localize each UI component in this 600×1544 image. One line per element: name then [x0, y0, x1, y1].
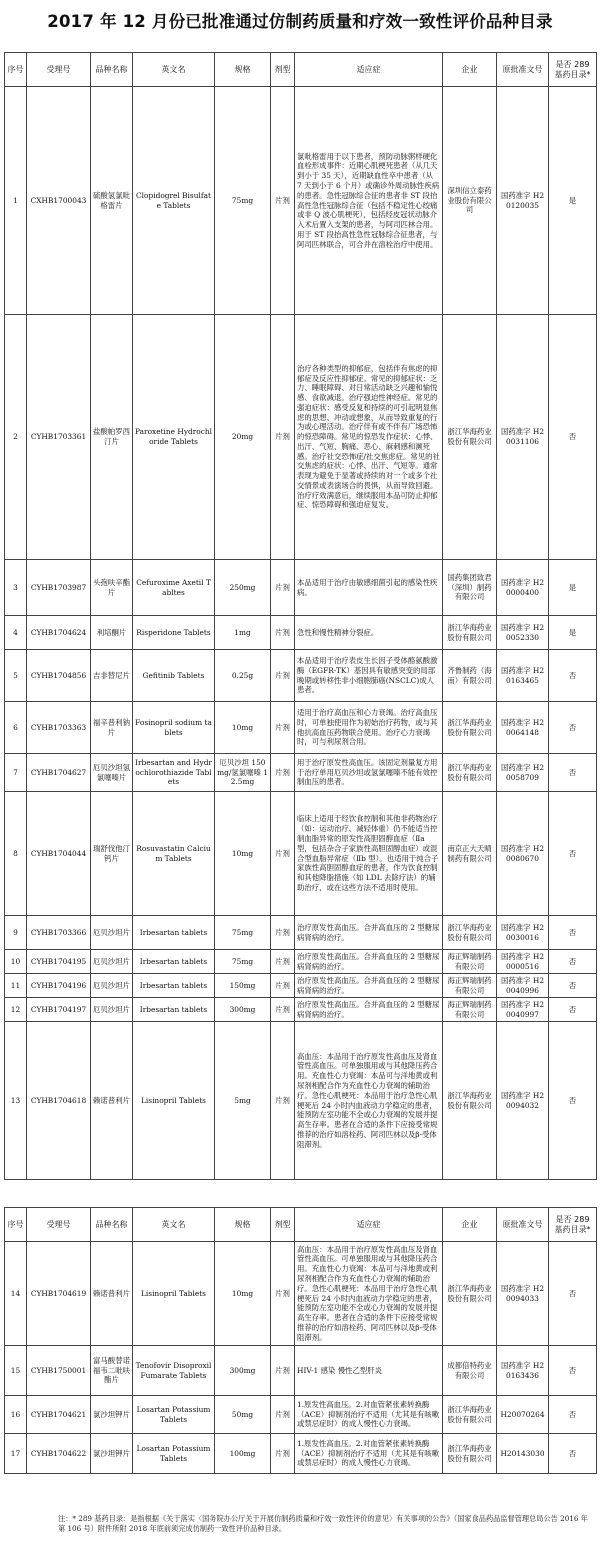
header-cell: 适应症	[295, 1208, 443, 1242]
header-cell: 品种名称	[91, 1208, 133, 1242]
company-cell: 浙江华海药业股份有限公司	[443, 1396, 497, 1434]
row-number-cell: 9	[5, 916, 27, 950]
row-number-cell: 16	[5, 1396, 27, 1434]
row-number-cell: 17	[5, 1434, 27, 1474]
table-row	[5, 1346, 597, 1396]
english-name-cell: Lisinopril Tablets	[133, 1022, 215, 1180]
header-cell: 剂型	[271, 1208, 295, 1242]
english-name-cell: Losartan Potassium Tablets	[133, 1396, 215, 1434]
dosage-form-cell: 片剂	[271, 650, 295, 702]
company-cell: 浙江华海药业股份有限公司	[443, 754, 497, 792]
accept-number-cell: CYHB1703363	[27, 702, 91, 754]
indication-cell: 治疗各种类型的抑郁症，包括伴有焦虑的抑郁症及反应性抑郁症。常见的抑郁症状：乏力、睡眠障碍、对日常活动缺乏兴趣和愉悦感、食欲减退。治疗强迫性神经症。常见的强迫症状：感受反复和持续的可引起明显焦虑的思想、冲动或想象，从而导致重复的行为或心理活动。治疗伴有或不伴有广场恐怖的惊恐障碍。常见的惊恐发作症状：心悸、出汗、气短、胸痛、恶心、麻刺感和濒死感。治疗社交恐怖症/社交焦虑症。常见的社交焦虑的症状：心悸、出汗、气短等。通常表现为避免于显著或持续的对一个或多个社交情景或表演场合的畏惧，从而导致回避。治疗疗效满意后，继续服用本品可防止抑郁症、惊恐障碍和强迫症复发。	[295, 315, 443, 560]
drug-name-cell: 厄贝沙坦片	[91, 974, 133, 998]
base-drug-flag-cell: 否	[549, 998, 597, 1022]
table-row	[5, 754, 597, 792]
row-number-cell: 12	[5, 998, 27, 1022]
dosage-form-cell: 片剂	[271, 792, 295, 916]
row-number-cell: 6	[5, 702, 27, 754]
dosage-form-cell: 片剂	[271, 916, 295, 950]
table-header-row	[5, 1208, 597, 1242]
base-drug-flag-cell: 否	[549, 792, 597, 916]
company-cell: 成都倍特药业有限公司	[443, 1346, 497, 1396]
accept-number-cell: CXHB1700043	[27, 87, 91, 315]
table-row	[5, 792, 597, 916]
indication-cell: 氯吡格雷用于以下患者，预防动脉粥样硬化血栓形成事件：近期心肌梗死患者（从几天到小于 35 天），近期缺血性卒中患者（从 7 天到小于 6 个月）或确诊外周动脉性疾病的患者。急性冠脉综合征的患者非 ST 段抬高性急性冠脉综合征（包括不稳定性心绞痛或非 Q 波心肌梗死），包括经皮冠状动脉介入术后置入支架的患者，与阿司匹林合用。用于 ST 段抬高性急性冠脉综合征患者，与阿司匹林联合，可合并在溶栓治疗中使用。	[295, 87, 443, 315]
english-name-cell: Losartan Potassium Tablets	[133, 1434, 215, 1474]
base-drug-flag-cell: 否	[549, 1242, 597, 1346]
indication-cell: 高血压：本品用于治疗原发性高血压及肾血管性高血压。可单独服用或与其他降压药合用。充血性心力衰竭：本品可与洋地黄或利尿剂相配合作为充血性心力衰竭的辅助治疗。急性心肌梗死：本品用于治疗急性心肌梗死后 24 小时内血液动力学稳定的患者，能预防左室功能不全或心力衰竭的发展并提高生存率。患者在合适的条件下应接受常规推荐的治疗如溶栓药、阿司匹林以及β-受体阻滞剂。	[295, 1242, 443, 1346]
table-row	[5, 315, 597, 560]
accept-number-cell: CYHB1704196	[27, 974, 91, 998]
indication-cell: 高血压：本品用于治疗原发性高血压及肾血管性高血压。可单独服用或与其他降压药合用。充血性心力衰竭：本品可与洋地黄或利尿剂相配合作为充血性心力衰竭的辅助治疗。急性心肌梗死：本品用于治疗急性心肌梗死后 24 小时内血液动力学稳定的患者，能预防左室功能不全或心力衰竭的发展并提高生存率。患者在合适的条件下应接受常规推荐的治疗如溶栓药、阿司匹林以及β-受体阻滞剂。	[295, 1022, 443, 1180]
header-cell: 是否 289 基药目录*	[549, 53, 597, 87]
dosage-form-cell: 片剂	[271, 998, 295, 1022]
base-drug-flag-cell: 否	[549, 315, 597, 560]
approval-number-cell: 国药准字 H20040997	[497, 998, 549, 1022]
english-name-cell: Irbesartan and Hydrochlorothiazide Tablets	[133, 754, 215, 792]
table-row	[5, 974, 597, 998]
base-drug-flag-cell: 否	[549, 950, 597, 974]
approval-number-cell: 国药准字 H20163465	[497, 650, 549, 702]
english-name-cell: Irbesartan tablets	[133, 950, 215, 974]
table-row	[5, 950, 597, 974]
row-number-cell: 15	[5, 1346, 27, 1396]
approval-number-cell: 国药准字 H20163436	[497, 1346, 549, 1396]
base-drug-flag-cell: 否	[549, 754, 597, 792]
approval-number-cell: 国药准字 H20080670	[497, 792, 549, 916]
drug-name-cell: 赖诺普利片	[91, 1022, 133, 1180]
dosage-form-cell: 片剂	[271, 950, 295, 974]
dosage-form-cell: 片剂	[271, 87, 295, 315]
indication-cell: 适用于治疗高血压和心力衰竭。治疗高血压时，可单独使用作为初始治疗药物，或与其他抗高血压药物联合使用。治疗心力衰竭时，可与利尿剂合用。	[295, 702, 443, 754]
dosage-form-cell: 片剂	[271, 616, 295, 650]
table-row	[5, 1434, 597, 1474]
row-number-cell: 4	[5, 616, 27, 650]
approval-number-cell: 国药准字 H20000400	[497, 560, 549, 616]
approval-number-cell: 国药准字 H20030016	[497, 916, 549, 950]
english-name-cell: Lisinopril Tablets	[133, 1242, 215, 1346]
table-row	[5, 1396, 597, 1434]
spec-cell: 10mg	[215, 702, 271, 754]
table-row	[5, 916, 597, 950]
spec-cell: 厄贝沙坦 150mg/氢氯噻嗪 12.5mg	[215, 754, 271, 792]
indication-cell: 治疗原发性高血压。合并高血压的 2 型糖尿病肾病的治疗。	[295, 998, 443, 1022]
table-row	[5, 1022, 597, 1180]
approval-number-cell: 国药准字 H20000516	[497, 950, 549, 974]
spec-cell: 250mg	[215, 560, 271, 616]
dosage-form-cell: 片剂	[271, 754, 295, 792]
spec-cell: 100mg	[215, 1434, 271, 1474]
base-drug-flag-cell: 是	[549, 87, 597, 315]
base-drug-flag-cell: 否	[549, 1022, 597, 1180]
spec-cell: 5mg	[215, 1022, 271, 1180]
approval-number-cell: 国药准字 H20058709	[497, 754, 549, 792]
indication-cell: 本品适用于治疗由敏感细菌引起的感染性疾病。	[295, 560, 443, 616]
row-number-cell: 3	[5, 560, 27, 616]
drug-name-cell: 吉非替尼片	[91, 650, 133, 702]
indication-cell: 1.原发性高血压。2.对血管紧张素转换酶（ACE）抑制剂治疗不适用（尤其是有咳嗽或禁忌症时）的成人慢性心力衰竭。	[295, 1434, 443, 1474]
base-drug-flag-cell: 否	[549, 702, 597, 754]
company-cell: 浙江华海药业股份有限公司	[443, 1434, 497, 1474]
company-cell: 南京正大天晴制药有限公司	[443, 792, 497, 916]
table-row	[5, 560, 597, 616]
spec-cell: 75mg	[215, 87, 271, 315]
footnote: 注：* 289 基药目录：是指根据《关于落实〈国务院办公厅关于开展仿制药质量和疗效一致性评价的意见〉有关事项的公告》（国家食品药品监督管理总局公告 2016 年第 106 号）附件所附 2018 年底前须完成仿制药一致性评价品种目录。	[58, 1514, 588, 1534]
approval-number-cell: 国药准字 H20052330	[497, 616, 549, 650]
accept-number-cell: CYHB1750001	[27, 1346, 91, 1396]
dosage-form-cell: 片剂	[271, 560, 295, 616]
accept-number-cell: CYHB1704622	[27, 1434, 91, 1474]
page-title: 2017 年 12 月份已批准通过仿制药质量和疗效一致性评价品种目录	[47, 12, 553, 31]
header-cell: 序号	[5, 1208, 27, 1242]
english-name-cell: Irbesartan tablets	[133, 998, 215, 1022]
dosage-form-cell: 片剂	[271, 1346, 295, 1396]
header-cell: 剂型	[271, 53, 295, 87]
indication-cell: 1.原发性高血压。2.对血管紧张素转换酶（ACE）抑制剂治疗不适用（尤其是有咳嗽或禁忌症时）的成人慢性心力衰竭。	[295, 1396, 443, 1434]
row-number-cell: 8	[5, 792, 27, 916]
company-cell: 浙江华海药业股份有限公司	[443, 1022, 497, 1180]
company-cell: 深圳信立泰药业股份有限公司	[443, 87, 497, 315]
approval-number-cell: 国药准字 H20040996	[497, 974, 549, 998]
spec-cell: 20mg	[215, 315, 271, 560]
base-drug-flag-cell: 是	[549, 560, 597, 616]
spec-cell: 1mg	[215, 616, 271, 650]
header-cell: 英文名	[133, 53, 215, 87]
header-cell: 是否 289 基药目录*	[549, 1208, 597, 1242]
row-number-cell: 14	[5, 1242, 27, 1346]
base-drug-flag-cell: 否	[549, 1434, 597, 1474]
dosage-form-cell: 片剂	[271, 1022, 295, 1180]
header-cell: 企业	[443, 53, 497, 87]
header-cell: 序号	[5, 53, 27, 87]
spec-cell: 300mg	[215, 1346, 271, 1396]
indication-cell: 治疗原发性高血压。合并高血压的 2 型糖尿病肾病的治疗。	[295, 916, 443, 950]
drug-name-cell: 赖诺普利片	[91, 1242, 133, 1346]
english-name-cell: Paroxetine Hydrochloride Tablets	[133, 315, 215, 560]
english-name-cell: Fosinopril sodium tablets	[133, 702, 215, 754]
base-drug-flag-cell: 否	[549, 650, 597, 702]
spec-cell: 300mg	[215, 998, 271, 1022]
table-row	[5, 616, 597, 650]
drug-name-cell: 头孢呋辛酯片	[91, 560, 133, 616]
drug-name-cell: 富马酸替诺福韦二吡呋酯片	[91, 1346, 133, 1396]
dosage-form-cell: 片剂	[271, 1396, 295, 1434]
header-cell: 适应症	[295, 53, 443, 87]
indication-cell: 本品适用于治疗表皮生长因子受体酪氨酸激酶（EGFR-TK）基因具有敏感突变的局部晚期或转移性非小细胞肺癌(NSCLC)成人患者。	[295, 650, 443, 702]
drug-name-cell: 硫酸氢氯吡格雷片	[91, 87, 133, 315]
company-cell: 浙江华海药业股份有限公司	[443, 1242, 497, 1346]
accept-number-cell: CYHB1704619	[27, 1242, 91, 1346]
base-drug-flag-cell: 否	[549, 1396, 597, 1434]
drug-name-cell: 瑞舒伐他汀钙片	[91, 792, 133, 916]
row-number-cell: 13	[5, 1022, 27, 1180]
header-cell: 企业	[443, 1208, 497, 1242]
english-name-cell: Cefuroxime Axetil Tabltes	[133, 560, 215, 616]
catalog-table	[4, 52, 597, 1180]
accept-number-cell: CYHB1704621	[27, 1396, 91, 1434]
english-name-cell: Clopidogrel Bisulfate Tablets	[133, 87, 215, 315]
english-name-cell: Irbesartan tablets	[133, 916, 215, 950]
drug-name-cell: 盐酸帕罗西汀片	[91, 315, 133, 560]
drug-name-cell: 厄贝沙坦片	[91, 950, 133, 974]
header-cell: 英文名	[133, 1208, 215, 1242]
spec-cell: 10mg	[215, 1242, 271, 1346]
english-name-cell: Rosuvastatin Calcium Tablets	[133, 792, 215, 916]
approval-number-cell: H20143030	[497, 1434, 549, 1474]
drug-name-cell: 厄贝沙坦氢氯噻嗪片	[91, 754, 133, 792]
accept-number-cell: CYHB1703361	[27, 315, 91, 560]
company-cell: 浙江华海药业股份有限公司	[443, 702, 497, 754]
table-row	[5, 1242, 597, 1346]
dosage-form-cell: 片剂	[271, 974, 295, 998]
table-row	[5, 702, 597, 754]
spec-cell: 75mg	[215, 916, 271, 950]
accept-number-cell: CYHB1704856	[27, 650, 91, 702]
table-row	[5, 650, 597, 702]
header-cell: 规格	[215, 53, 271, 87]
company-cell: 海正辉瑞制药有限公司	[443, 950, 497, 974]
base-drug-flag-cell: 是	[549, 616, 597, 650]
spec-cell: 0.25g	[215, 650, 271, 702]
spec-cell: 150mg	[215, 974, 271, 998]
indication-cell: 急性和慢性精神分裂症。	[295, 616, 443, 650]
english-name-cell: Irbesartan tablets	[133, 974, 215, 998]
drug-name-cell: 利培酮片	[91, 616, 133, 650]
table-row	[5, 998, 597, 1022]
row-number-cell: 10	[5, 950, 27, 974]
table-header-row	[5, 53, 597, 87]
company-cell: 海正辉瑞制药有限公司	[443, 998, 497, 1022]
dosage-form-cell: 片剂	[271, 1242, 295, 1346]
row-number-cell: 1	[5, 87, 27, 315]
company-cell: 浙江华海药业股份有限公司	[443, 916, 497, 950]
accept-number-cell: CYHB1703987	[27, 560, 91, 616]
indication-cell: 治疗原发性高血压。合并高血压的 2 型糖尿病肾病的治疗。	[295, 974, 443, 998]
spec-cell: 75mg	[215, 950, 271, 974]
approval-number-cell: H20070264	[497, 1396, 549, 1434]
company-cell: 齐鲁制药（海南）有限公司	[443, 650, 497, 702]
base-drug-flag-cell: 否	[549, 1346, 597, 1396]
base-drug-flag-cell: 否	[549, 974, 597, 998]
approval-number-cell: 国药准字 H20064148	[497, 702, 549, 754]
catalog-table-continued	[4, 1207, 597, 1474]
english-name-cell: Tenofovir Disoproxil Fumarate Tablets	[133, 1346, 215, 1396]
header-cell: 品种名称	[91, 53, 133, 87]
drug-name-cell: 厄贝沙坦片	[91, 998, 133, 1022]
drug-name-cell: 厄贝沙坦片	[91, 916, 133, 950]
drug-name-cell: 福辛普利钠片	[91, 702, 133, 754]
company-cell: 浙江华海药业股份有限公司	[443, 616, 497, 650]
approval-number-cell: 国药准字 H20120035	[497, 87, 549, 315]
table-row	[5, 87, 597, 315]
accept-number-cell: CYHB1704618	[27, 1022, 91, 1180]
accept-number-cell: CYHB1704195	[27, 950, 91, 974]
approval-number-cell: 国药准字 H20094033	[497, 1242, 549, 1346]
accept-number-cell: CYHB1704197	[27, 998, 91, 1022]
company-cell: 国药集团致君（深圳）制药有限公司	[443, 560, 497, 616]
row-number-cell: 11	[5, 974, 27, 998]
header-cell: 受理号	[27, 1208, 91, 1242]
approval-number-cell: 国药准字 H20031106	[497, 315, 549, 560]
row-number-cell: 2	[5, 315, 27, 560]
approval-number-cell: 国药准字 H20094032	[497, 1022, 549, 1180]
english-name-cell: Risperidone Tablets	[133, 616, 215, 650]
spec-cell: 50mg	[215, 1396, 271, 1434]
header-cell: 原批准文号	[497, 53, 549, 87]
accept-number-cell: CYHB1704627	[27, 754, 91, 792]
drug-name-cell: 氯沙坦钾片	[91, 1434, 133, 1474]
row-number-cell: 5	[5, 650, 27, 702]
row-number-cell: 7	[5, 754, 27, 792]
company-cell: 浙江华海药业股份有限公司	[443, 315, 497, 560]
dosage-form-cell: 片剂	[271, 315, 295, 560]
indication-cell: 临床上适用于经饮食控制和其他非药物治疗（如：运动治疗、减轻体重）仍不能适当控制血脂异常的原发性高胆固醇血症（Ⅱa 型，包括杂合子家族性高胆固醇血症）或混合型血脂异常症（Ⅱb 型）。也适用于纯合子家族性高胆固醇血症的患者，作为饮食控制和其他降脂措施（如 LDL 去除疗法）的辅助治疗，或在这些方法不适用时使用。	[295, 792, 443, 916]
company-cell: 海正辉瑞制药有限公司	[443, 974, 497, 998]
dosage-form-cell: 片剂	[271, 702, 295, 754]
header-cell: 规格	[215, 1208, 271, 1242]
base-drug-flag-cell: 否	[549, 916, 597, 950]
indication-cell: 治疗原发性高血压。合并高血压的 2 型糖尿病肾病的治疗。	[295, 950, 443, 974]
drug-name-cell: 氯沙坦钾片	[91, 1396, 133, 1434]
accept-number-cell: CYHB1704624	[27, 616, 91, 650]
indication-cell: HIV-1 感染 慢性乙型肝炎	[295, 1346, 443, 1396]
indication-cell: 用于治疗原发性高血压。该固定剂量复方用于治疗单用厄贝沙坦或氢氯噻嗪不能有效控制血压的患者。	[295, 754, 443, 792]
accept-number-cell: CYHB1704044	[27, 792, 91, 916]
spec-cell: 10mg	[215, 792, 271, 916]
english-name-cell: Gefitinib Tablets	[133, 650, 215, 702]
header-cell: 受理号	[27, 53, 91, 87]
accept-number-cell: CYHB1703366	[27, 916, 91, 950]
dosage-form-cell: 片剂	[271, 1434, 295, 1474]
header-cell: 原批准文号	[497, 1208, 549, 1242]
